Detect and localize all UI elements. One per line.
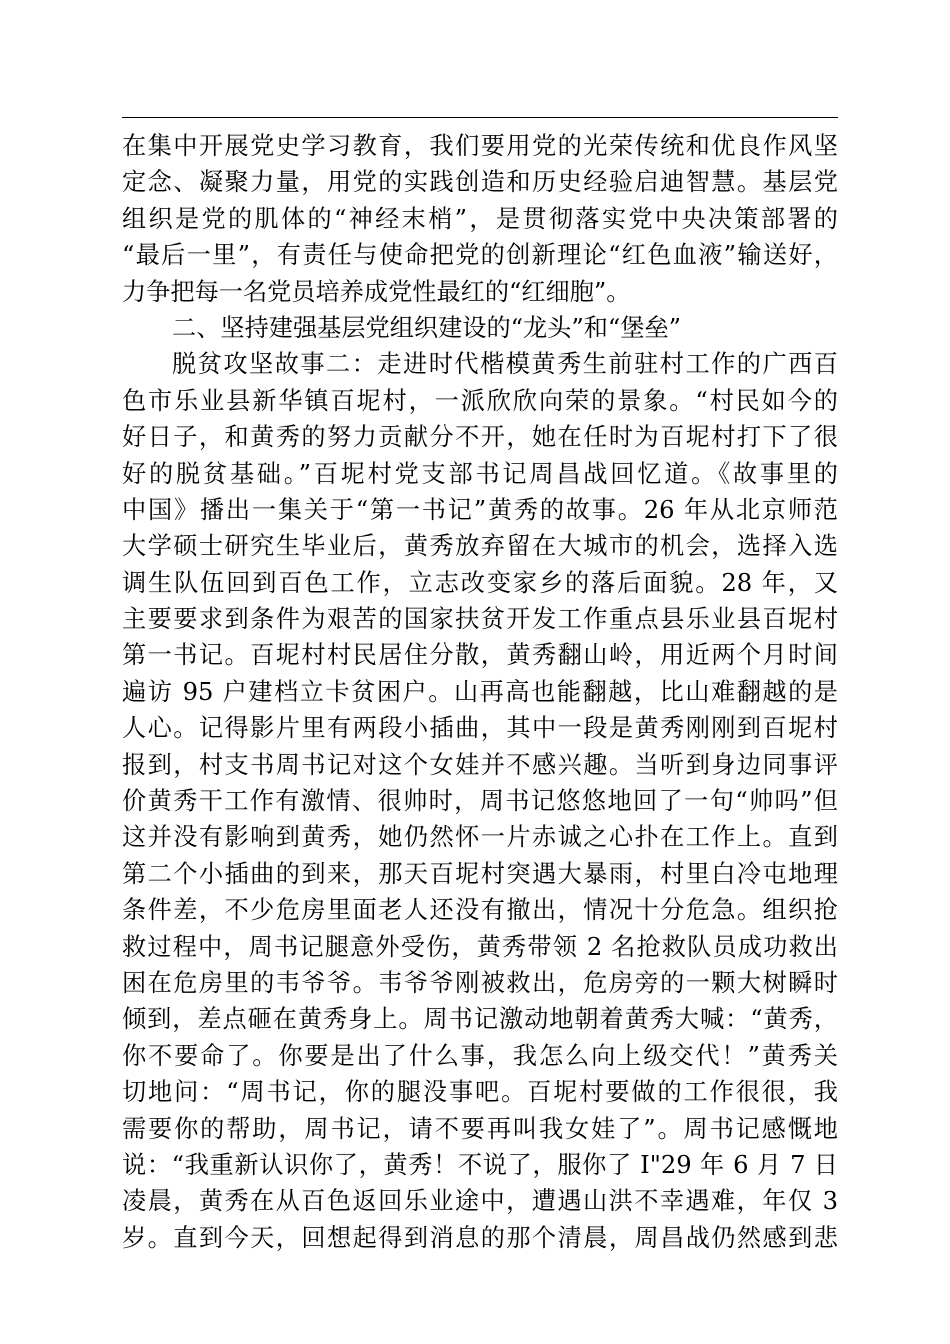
body-line: 脱贫攻坚故事二：走进时代楷模黄秀生前驻村工作的广西百: [172, 350, 838, 379]
document-body: [122, 128, 838, 1256]
body-line: 你不要命了。你要是出了什么事，我怎么向上级交代！”黄秀关: [122, 1041, 838, 1070]
body-line: 价黄秀干工作有激情、很帅时，周书记悠悠地回了一句“帅吗”但: [122, 787, 838, 816]
body-line: 人心。记得影片里有两段小插曲，其中一段是黄秀刚刚到百坭村: [122, 714, 838, 743]
body-line: 第一书记。百坭村村民居住分散，黄秀翻山岭，用近两个月时间: [122, 641, 838, 670]
header-rule: [122, 117, 838, 118]
body-line: 第二个小插曲的到来，那天百坭村突遇大暴雨，村里白冷屯地理: [122, 859, 838, 888]
body-line: 中国》播出一集关于“第一书记”黄秀的故事。26 年从北京师范: [122, 495, 838, 524]
body-line: 这并没有影响到黄秀，她仍然怀一片赤诚之心扑在工作上。直到: [122, 823, 838, 852]
body-line: 困在危房里的韦爷爷。韦爷爷刚被救出，危房旁的一颗大树瞬时: [122, 968, 838, 997]
body-line: 岁。直到今天，回想起得到消息的那个清晨，周昌战仍然感到悲: [122, 1223, 838, 1252]
body-line: 报到，村支书周书记对这个女娃并不感兴趣。当听到身边同事评: [122, 750, 838, 779]
body-line: 好的脱贫基础。”百坭村党支部书记周昌战回忆道。《故事里的: [122, 459, 838, 488]
body-line: 主要要求到条件为艰苦的国家扶贫开发工作重点县乐业县百坭村: [122, 605, 838, 634]
body-line: 遍访 95 户建档立卡贫困户。山再高也能翻越，比山难翻越的是: [122, 677, 838, 706]
body-line: 凌晨，黄秀在从百色返回乐业途中，遭遇山洪不幸遇难，年仅 3: [122, 1187, 838, 1216]
body-line: 需要你的帮助，周书记，请不要再叫我女娃了”。周书记感慨地: [122, 1114, 838, 1143]
body-line: 切地问：“周书记，你的腿没事吧。百坭村要做的工作很很，我: [122, 1078, 838, 1107]
body-line: 在集中开展党史学习教育，我们要用党的光荣传统和优良作风坚: [122, 132, 838, 160]
body-line: 好日子，和黄秀的努力贡献分不开，她在任时为百坭村打下了很: [122, 423, 838, 452]
body-line: 调生队伍回到百色工作，立志改变家乡的落后面貌。28 年，又: [122, 568, 838, 597]
body-line: 色市乐业县新华镇百坭村，一派欣欣向荣的景象。“村民如今的: [122, 386, 838, 415]
body-line: 救过程中，周书记腿意外受伤，黄秀带领 2 名抢救队员成功救出: [122, 932, 838, 961]
body-line: 条件差，不少危房里面老人还没有撤出，情况十分危急。组织抢: [122, 896, 838, 925]
body-line: 说：“我重新认识你了，黄秀！不说了，服你了 I"29 年 6 月 7 日: [122, 1150, 838, 1179]
body-line: 大学硕士研究生毕业后，黄秀放弃留在大城市的机会，选择入选: [122, 532, 838, 561]
body-line: “最后一里”，有责任与使命把党的创新理论“红色血液”输送好，: [122, 241, 838, 270]
body-line: 倾到，差点砸在黄秀身上。周书记激动地朝着黄秀大喊：“黄秀，: [122, 1005, 838, 1034]
body-line: 力争把每一名党员培养成党性最红的“红细胞”。: [122, 277, 631, 306]
section-heading: 二、坚持建强基层党组织建设的“龙头”和“堡垒”: [172, 313, 682, 342]
body-line: 定念、凝聚力量，用党的实践创造和历史经验启迪智慧。基层党: [122, 168, 838, 197]
body-line: 组织是党的肌体的“神经末梢”，是贯彻落实党中央决策部署的: [122, 204, 838, 233]
